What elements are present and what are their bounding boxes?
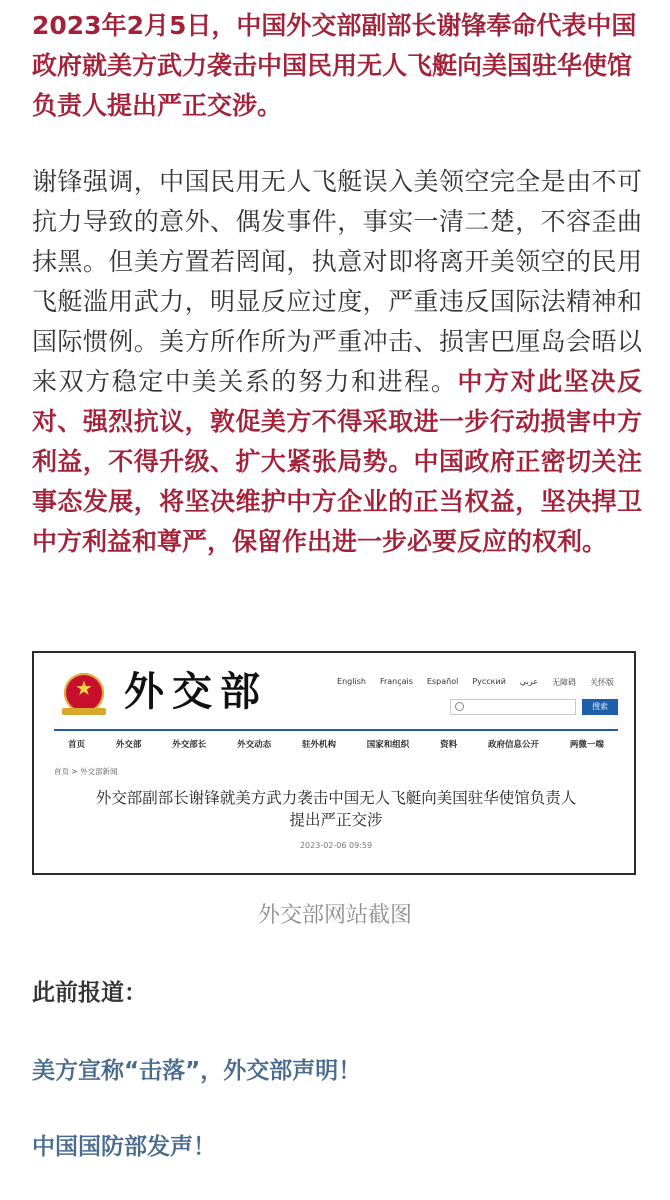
lang-english[interactable]: English <box>337 677 366 686</box>
nav-resources[interactable]: 资料 <box>440 740 458 750</box>
lang-accessible[interactable]: 无障碍 <box>552 678 576 687</box>
body-paragraph <box>32 162 642 562</box>
search-icon <box>455 702 464 711</box>
nav-social[interactable]: 两微一端 <box>569 740 604 750</box>
nav-home[interactable]: 首页 <box>68 740 86 750</box>
related-link-shootdown[interactable]: 美方宣称“击落”，外交部声明！ <box>32 1058 362 1084</box>
search-input[interactable] <box>450 699 576 715</box>
breadcrumb[interactable]: 首页 > 外交部新闻 <box>54 767 118 776</box>
body-text: 谢锋强调，中国民用无人飞艇误入美领空完全是由不可抗力导致的意外、偶发事件，事实一清二楚，不容歪曲抹黑。但美方置若罔闻，执意对即将离开美领空的民用飞艇滥用武力，明显反应过度，严重违反国际法精神和国际惯例。美方所作所为严重冲击、损害巴厘岛会晤以来双方稳定中美关系的努力和进程。 <box>32 167 642 396</box>
emblem-base <box>62 708 106 715</box>
nav-news[interactable]: 外交动态 <box>237 740 272 750</box>
search-button[interactable]: 搜索 <box>582 699 618 715</box>
mfa-logo: 外交部 <box>124 668 268 715</box>
lang-care[interactable]: 关怀版 <box>590 678 614 687</box>
language-links <box>337 677 614 688</box>
news-title-line-1: 外交部副部长谢锋就美方武力袭击中国无人飞艇向美国驻华使馆负责人 <box>95 789 577 807</box>
lead-paragraph: 2023年2月5日，中国外交部副部长谢锋奉命代表中国政府就美方武力袭击中国民用无人飞艇向美国驻华使馆负责人提出严正交涉。 <box>32 11 637 120</box>
lang-french[interactable]: Français <box>379 677 413 686</box>
mfa-website-screenshot <box>32 651 636 875</box>
lang-arabic[interactable]: عربي <box>519 677 538 686</box>
body-highlight-text: 中方对此坚决反对、强烈抗议，敦促美方不得采取进一步行动损害中方利益，不得升级、扩大紧张局势。中国政府正密切关注事态发展，将坚决维护中方企业的正当权益，坚决捍卫中方利益和尊严，保留作出进一步必要反应的权利。 <box>32 367 642 556</box>
image-caption: 外交部网站截图 <box>257 903 412 928</box>
lang-spanish[interactable]: Español <box>426 677 459 686</box>
national-emblem-icon <box>64 673 104 713</box>
nav-countries[interactable]: 国家和组织 <box>366 740 410 750</box>
related-link-defense-ministry[interactable]: 中国国防部发声！ <box>32 1134 216 1160</box>
nav-missions[interactable]: 驻外机构 <box>301 740 336 750</box>
news-title <box>54 787 618 831</box>
main-nav <box>54 729 618 757</box>
nav-gov-info[interactable]: 政府信息公开 <box>488 740 540 750</box>
news-date: 2023-02-06 09:59 <box>299 841 373 850</box>
previous-reports-label: 此前报道： <box>32 980 147 1006</box>
nav-ministry[interactable]: 外交部 <box>115 740 142 750</box>
lang-russian[interactable]: Русский <box>472 677 506 686</box>
nav-minister[interactable]: 外交部长 <box>172 740 207 750</box>
news-title-line-2: 提出严正交涉 <box>289 811 383 829</box>
